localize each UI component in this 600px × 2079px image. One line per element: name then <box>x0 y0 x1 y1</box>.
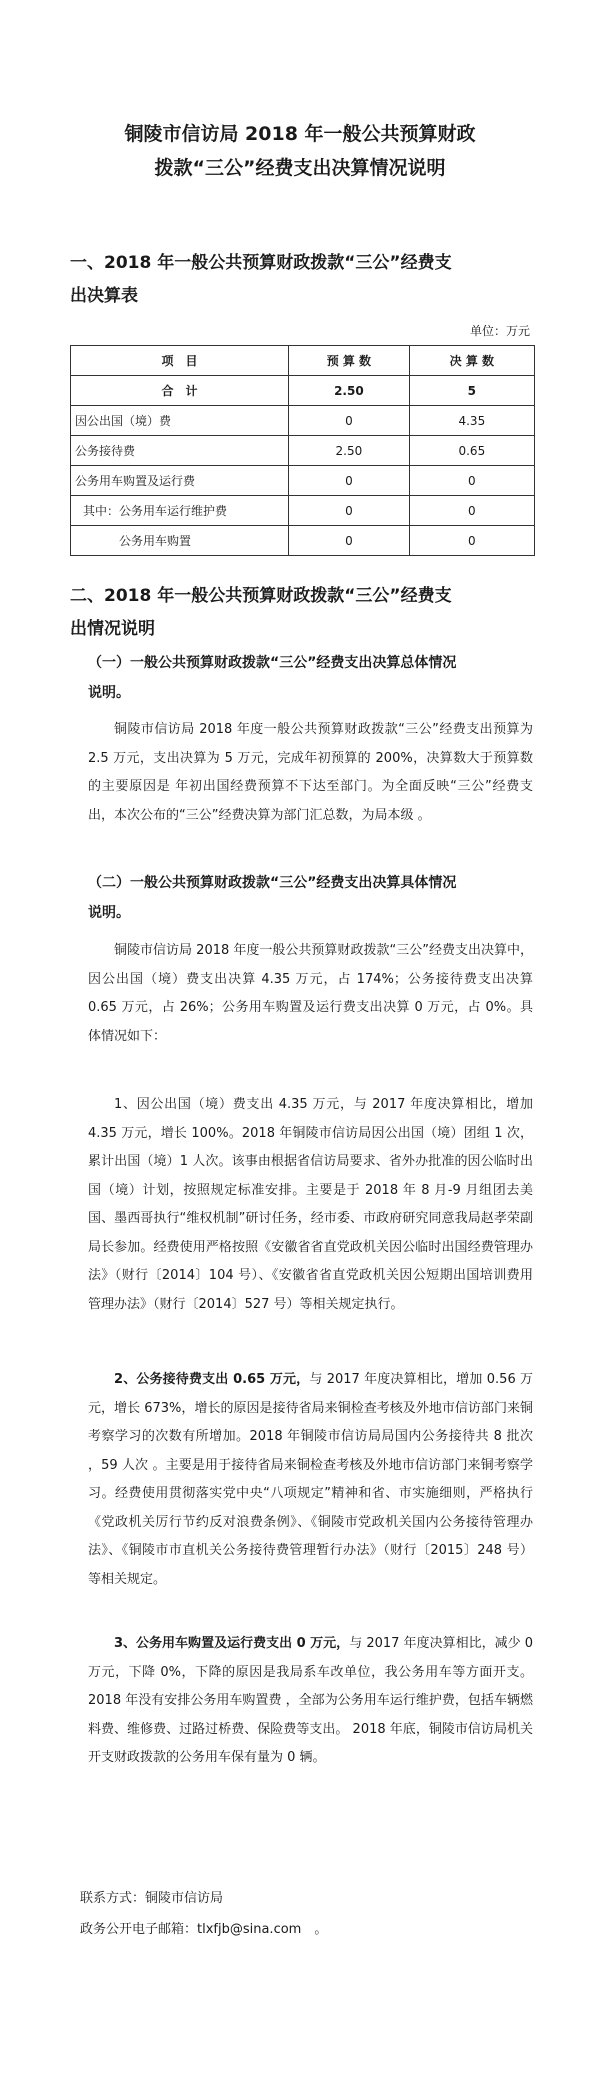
unit-label: 单位：万元 <box>469 324 530 338</box>
row-budget: 0 <box>289 496 410 526</box>
row-label: 公务接待费 <box>71 436 289 466</box>
item3-paragraph <box>88 1630 533 1773</box>
document-title-line1: 铜陵市信访局 2018 年一般公共预算财政 <box>124 123 476 145</box>
item2-lead: 2、公务接待费支出 0.65 万元， <box>114 1372 310 1387</box>
section2-heading-line1: 二、2018 年一般公共预算财政拨款“三公”经费支 <box>70 586 452 606</box>
item1-paragraph: 1、因公出国（境）费支出 4.35 万元，与 2017 年度决算相比，增加 4.35 万元，增长 100%。2018 年铜陵市信访局因公出国（境）团组 1 次，累计出国（境）1 人次。该事由根据省信访局要求、省外办批准的因公临时出国（境）计划，按照规定标准安排。主要是于 2018 年 8 月-9 月组团去美国、墨西哥执行“维权机制”研讨任务，经市委、市政府研究同意我局赵孝荣副局长参加。经费使用严格按照《安徽省省直党政机关因公临时出国经费管理办法》（财行〔2014〕104 号）、《安徽省省直党政机关因公短期出国培训费用管理办法》（财行〔2014〕527 号）等相关规定执行。 <box>88 1097 533 1312</box>
row-actual: 0 <box>409 466 534 496</box>
row-actual: 0.65 <box>409 436 534 466</box>
row-actual: 5 <box>409 376 534 406</box>
contact-line1: 联系方式：铜陵市信访局 <box>80 1891 224 1906</box>
sub2-heading-line2: 说明。 <box>88 905 130 921</box>
row-actual: 0 <box>409 526 534 556</box>
item2-paragraph <box>88 1366 533 1594</box>
sub2-paragraph: 铜陵市信访局 2018 年度一般公共预算财政拨款“三公”经费支出决算中，因公出国（境）费支出决算 4.35 万元，占 174%；公务接待费支出决算 0.65 万元，占 26%；公务用车购置及运行费支出决算 0 万元，占 0%。具体情况如下： <box>88 943 533 1044</box>
row-budget: 0 <box>289 526 410 556</box>
header-actual: 决 算 数 <box>409 346 534 376</box>
sub2-heading-line1: （二）一般公共预算财政拨款“三公”经费支出决算具体情况 <box>88 875 457 891</box>
table-header-row <box>71 346 535 376</box>
row-budget: 2.50 <box>289 436 410 466</box>
header-budget: 预 算 数 <box>289 346 410 376</box>
item2-text: 与 2017 年度决算相比，增加 0.56 万元，增长 673%，增长的原因是接待省局来铜检查考核及外地市信访部门来铜考察学习的次数有所增加。2018 年铜陵市信访局局国内公务接待共 8 批次 ，59 人次 。主要是用于接待省局来铜检查考核及外地市信访部门来铜考察学习。经费使用贯彻落实党中央“八项规定”精神和省、市实施细则，严格执行《党政机关厉行节约反对浪费条例》、《铜陵市党政机关国内公务接待管理办法》、《铜陵市市直机关公务接待费管理暂行办法》（财行〔2015〕248 号）等相关规定。 <box>88 1372 533 1587</box>
table-row <box>71 526 535 556</box>
row-label: 公务用车购置及运行费 <box>71 466 289 496</box>
row-budget: 0 <box>289 406 410 436</box>
row-actual: 0 <box>409 496 534 526</box>
budget-table <box>70 345 535 556</box>
section1-heading-line2: 出决算表 <box>70 286 138 306</box>
table-row <box>71 436 535 466</box>
row-label: 公务用车购置 <box>71 526 289 556</box>
row-label: 因公出国（境）费 <box>71 406 289 436</box>
table-row-total <box>71 376 535 406</box>
row-actual: 4.35 <box>409 406 534 436</box>
row-label: 其中：公务用车运行维护费 <box>71 496 289 526</box>
row-label: 合 计 <box>71 376 289 406</box>
table-row <box>71 466 535 496</box>
row-budget: 0 <box>289 466 410 496</box>
row-budget: 2.50 <box>289 376 410 406</box>
sub1-heading-line2: 说明。 <box>88 685 130 701</box>
document-title-line2: 拨款“三公”经费支出决算情况说明 <box>154 157 446 179</box>
table-row <box>71 496 535 526</box>
section2-heading-line2: 出情况说明 <box>70 619 155 639</box>
header-item: 项 目 <box>71 346 289 376</box>
item3-text: 与 2017 年度决算相比，减少 0 万元，下降 0%，下降的原因是我局系车改单位，我公务用车等方面开支。2018 年没有安排公务用车购置费 ，全部为公务用车运行维护费，包括车辆燃料费、维修费、过路过桥费、保险费等支出。 2018 年底，铜陵市信访局机关开支财政拨款的公务用车保有量为 0 辆。 <box>88 1636 533 1765</box>
contact-email: 政务公开电子邮箱：tlxfjb@sina.com 。 <box>80 1922 328 1937</box>
sub1-paragraph: 铜陵市信访局 2018 年度一般公共预算财政拨款“三公”经费支出预算为 2.5 万元，支出决算为 5 万元，完成年初预算的 200%，决算数大于预算数的主要原因是 年初出国经费预算不下达至部门。为全面反映“三公”经费支出，本次公布的“三公”经费决算为部门汇总数，为局本级 。 <box>88 722 533 823</box>
section1-heading-line1: 一、2018 年一般公共预算财政拨款“三公”经费支 <box>70 253 452 273</box>
table-row <box>71 406 535 436</box>
item3-lead: 3、公务用车购置及运行费支出 0 万元， <box>114 1636 350 1651</box>
sub1-heading-line1: （一）一般公共预算财政拨款“三公”经费支出决算总体情况 <box>88 655 457 671</box>
